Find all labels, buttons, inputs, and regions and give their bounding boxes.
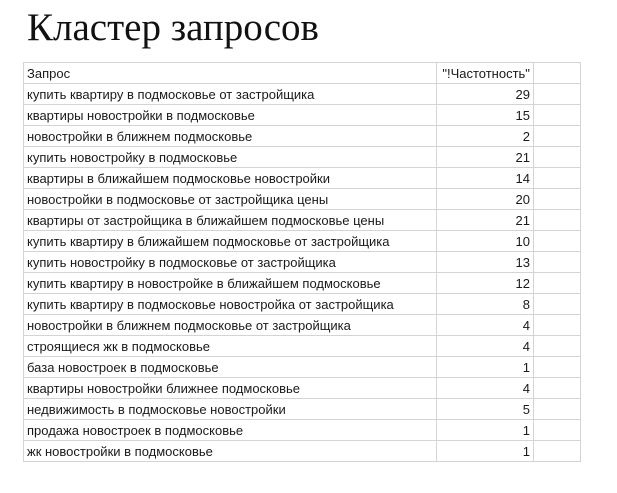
table-row	[24, 441, 581, 462]
empty-cell[interactable]	[533, 441, 580, 462]
frequency-cell[interactable]: 29	[437, 84, 534, 105]
empty-cell[interactable]	[533, 210, 580, 231]
empty-cell[interactable]	[533, 420, 580, 441]
empty-cell[interactable]	[533, 168, 580, 189]
frequency-cell[interactable]: 1	[437, 441, 534, 462]
table-row	[24, 84, 581, 105]
spreadsheet	[23, 62, 581, 469]
header-row	[24, 63, 581, 84]
page-title: Кластер запросов	[27, 6, 319, 49]
query-cell[interactable]: новостройки в ближнем подмосковье от застройщика	[24, 315, 437, 336]
query-cell[interactable]: строящиеся жк в подмосковье	[24, 336, 437, 357]
empty-cell[interactable]	[533, 231, 580, 252]
table-row	[24, 105, 581, 126]
query-cell[interactable]: новостройки в ближнем подмосковье	[24, 126, 437, 147]
empty-cell[interactable]	[533, 336, 580, 357]
empty-cell[interactable]	[533, 315, 580, 336]
empty-cell[interactable]	[533, 105, 580, 126]
query-cell[interactable]: продажа новостроек в подмосковье	[24, 420, 437, 441]
empty-cell[interactable]	[533, 378, 580, 399]
empty-cell[interactable]	[533, 294, 580, 315]
frequency-cell[interactable]: 20	[437, 189, 534, 210]
empty-cell[interactable]	[533, 126, 580, 147]
header-frequency[interactable]: "!Частотность"	[437, 63, 534, 84]
frequency-cell[interactable]: 21	[437, 147, 534, 168]
frequency-cell[interactable]: 2	[437, 126, 534, 147]
table-row	[24, 189, 581, 210]
table-row	[24, 336, 581, 357]
table-row	[24, 147, 581, 168]
table-row	[24, 420, 581, 441]
query-cell[interactable]: купить новостройку в подмосковье	[24, 147, 437, 168]
empty-cell[interactable]	[533, 147, 580, 168]
table-row	[24, 252, 581, 273]
query-cell[interactable]: купить новостройку в подмосковье от застройщика	[24, 252, 437, 273]
frequency-cell[interactable]: 13	[437, 252, 534, 273]
query-cell[interactable]: купить квартиру в новостройке в ближайшем подмосковье	[24, 273, 437, 294]
frequency-cell[interactable]: 5	[437, 399, 534, 420]
empty-cell[interactable]	[533, 357, 580, 378]
query-cell[interactable]: база новостроек в подмосковье	[24, 357, 437, 378]
empty-cell[interactable]	[533, 189, 580, 210]
frequency-cell[interactable]: 21	[437, 210, 534, 231]
frequency-cell[interactable]: 15	[437, 105, 534, 126]
query-cell[interactable]: купить квартиру в подмосковье от застройщика	[24, 84, 437, 105]
table-row	[24, 273, 581, 294]
frequency-cell[interactable]: 1	[437, 420, 534, 441]
empty-cell[interactable]	[533, 273, 580, 294]
query-cell[interactable]: квартиры новостройки ближнее подмосковье	[24, 378, 437, 399]
query-table	[23, 62, 581, 462]
frequency-cell[interactable]: 14	[437, 168, 534, 189]
query-cell[interactable]: квартиры в ближайшем подмосковье новостройки	[24, 168, 437, 189]
empty-cell[interactable]	[533, 399, 580, 420]
empty-cell[interactable]	[533, 63, 580, 84]
query-cell[interactable]: недвижимость в подмосковье новостройки	[24, 399, 437, 420]
table-row	[24, 399, 581, 420]
query-cell[interactable]: купить квартиру в ближайшем подмосковье от застройщика	[24, 231, 437, 252]
frequency-cell[interactable]: 4	[437, 378, 534, 399]
frequency-cell[interactable]: 12	[437, 273, 534, 294]
query-cell[interactable]: купить квартиру в подмосковье новостройка от застройщика	[24, 294, 437, 315]
query-cell[interactable]: жк новостройки в подмосковье	[24, 441, 437, 462]
frequency-cell[interactable]: 1	[437, 357, 534, 378]
query-cell[interactable]: квартиры от застройщика в ближайшем подмосковье цены	[24, 210, 437, 231]
frequency-cell[interactable]: 8	[437, 294, 534, 315]
table-row	[24, 357, 581, 378]
query-cell[interactable]: квартиры новостройки в подмосковье	[24, 105, 437, 126]
table-row	[24, 378, 581, 399]
empty-cell[interactable]	[533, 252, 580, 273]
table-row	[24, 231, 581, 252]
empty-cell[interactable]	[533, 84, 580, 105]
frequency-cell[interactable]: 4	[437, 336, 534, 357]
table-row	[24, 168, 581, 189]
frequency-cell[interactable]: 10	[437, 231, 534, 252]
query-cell[interactable]: новостройки в подмосковье от застройщика цены	[24, 189, 437, 210]
table-row	[24, 315, 581, 336]
table-row	[24, 210, 581, 231]
table-row	[24, 126, 581, 147]
header-query[interactable]: Запрос	[24, 63, 437, 84]
frequency-cell[interactable]: 4	[437, 315, 534, 336]
table-row	[24, 294, 581, 315]
